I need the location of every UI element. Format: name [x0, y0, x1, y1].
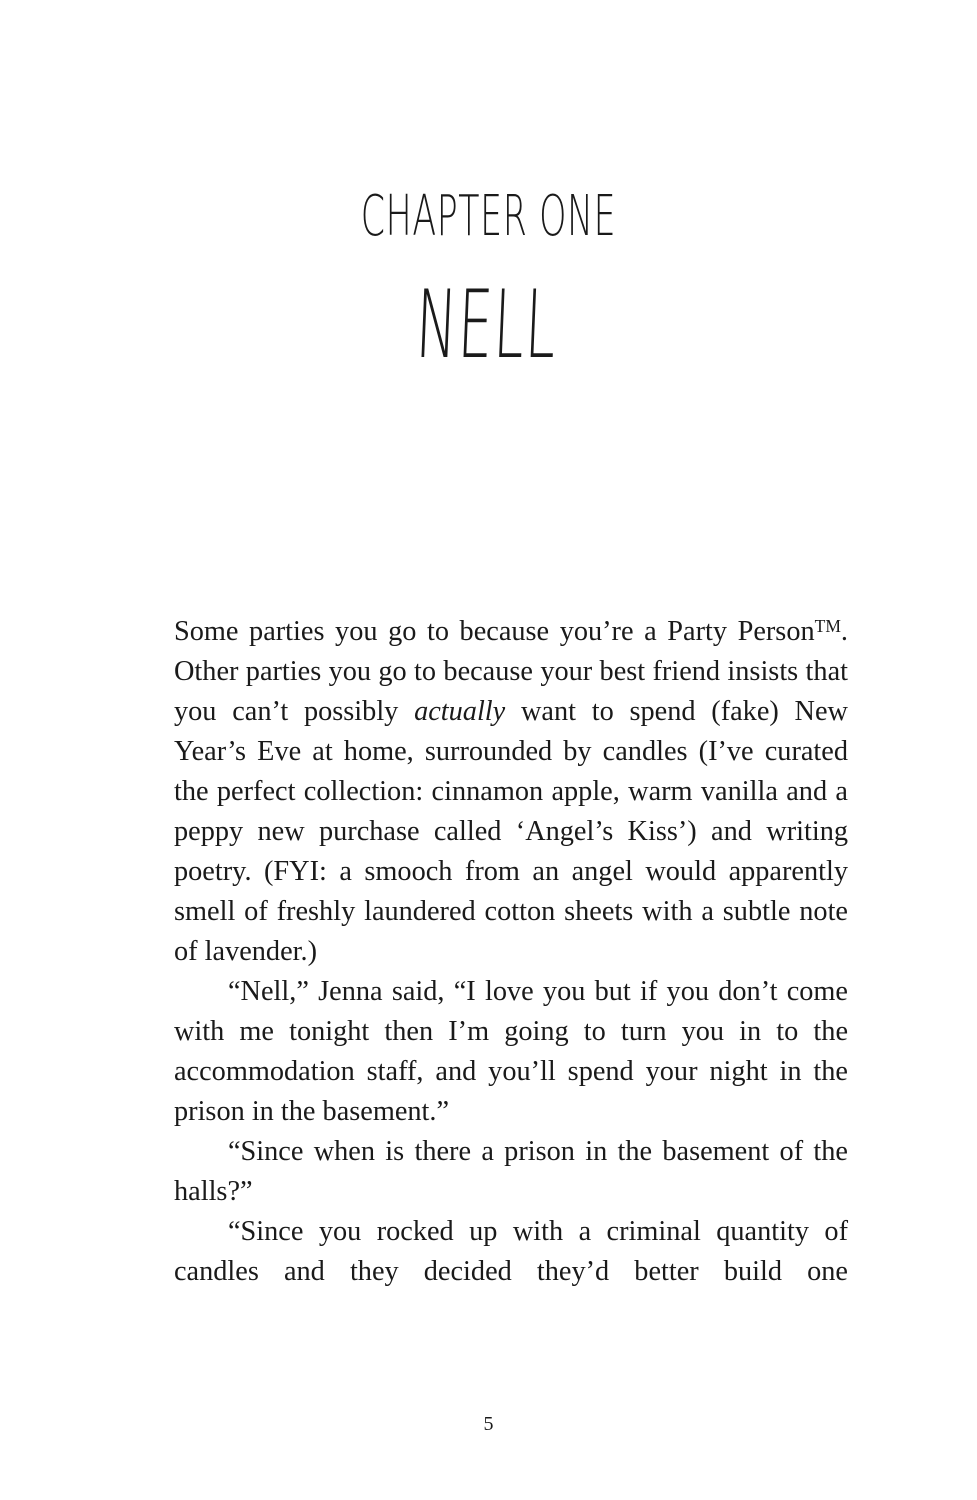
page-number: 5: [483, 1413, 494, 1435]
emphasis-text: actually: [414, 696, 506, 727]
paragraph-text: want to spend (fake) New Year’s Eve at home, surrounded by candles (I’ve curated the perfect collection: cinnamon apple, warm vanilla and a peppy new purchase called ‘Angel’s Kiss’) and writing poetry. (FYI: a smooch from an angel would apparently smell of freshly laundered cotton sheets with a subtle note of lavender.): [174, 696, 848, 967]
paragraph: [174, 612, 848, 972]
paragraph: “Nell,” Jenna said, “I love you but if you don’t come with me tonight then I’m going to turn you in to the accommodation staff, and you’ll spend your night in the prison in the basement.”: [174, 976, 848, 1127]
paragraph: “Since you rocked up with a criminal quantity of candles and they decided they’d better build one: [174, 1216, 848, 1287]
chapter-title: NELL: [413, 271, 560, 380]
paragraph-text: Some parties you go to because you’re a Party Person: [174, 616, 815, 647]
paragraph: “Since when is there a prison in the basement of the halls?”: [174, 1136, 848, 1207]
chapter-label: CHAPTER ONE: [360, 184, 617, 249]
trademark-symbol: TM: [814, 616, 841, 637]
body-text: [174, 612, 848, 1292]
paragraph-text: . Other parties you go to because your best friend insists that you can’t possibly: [174, 616, 848, 727]
